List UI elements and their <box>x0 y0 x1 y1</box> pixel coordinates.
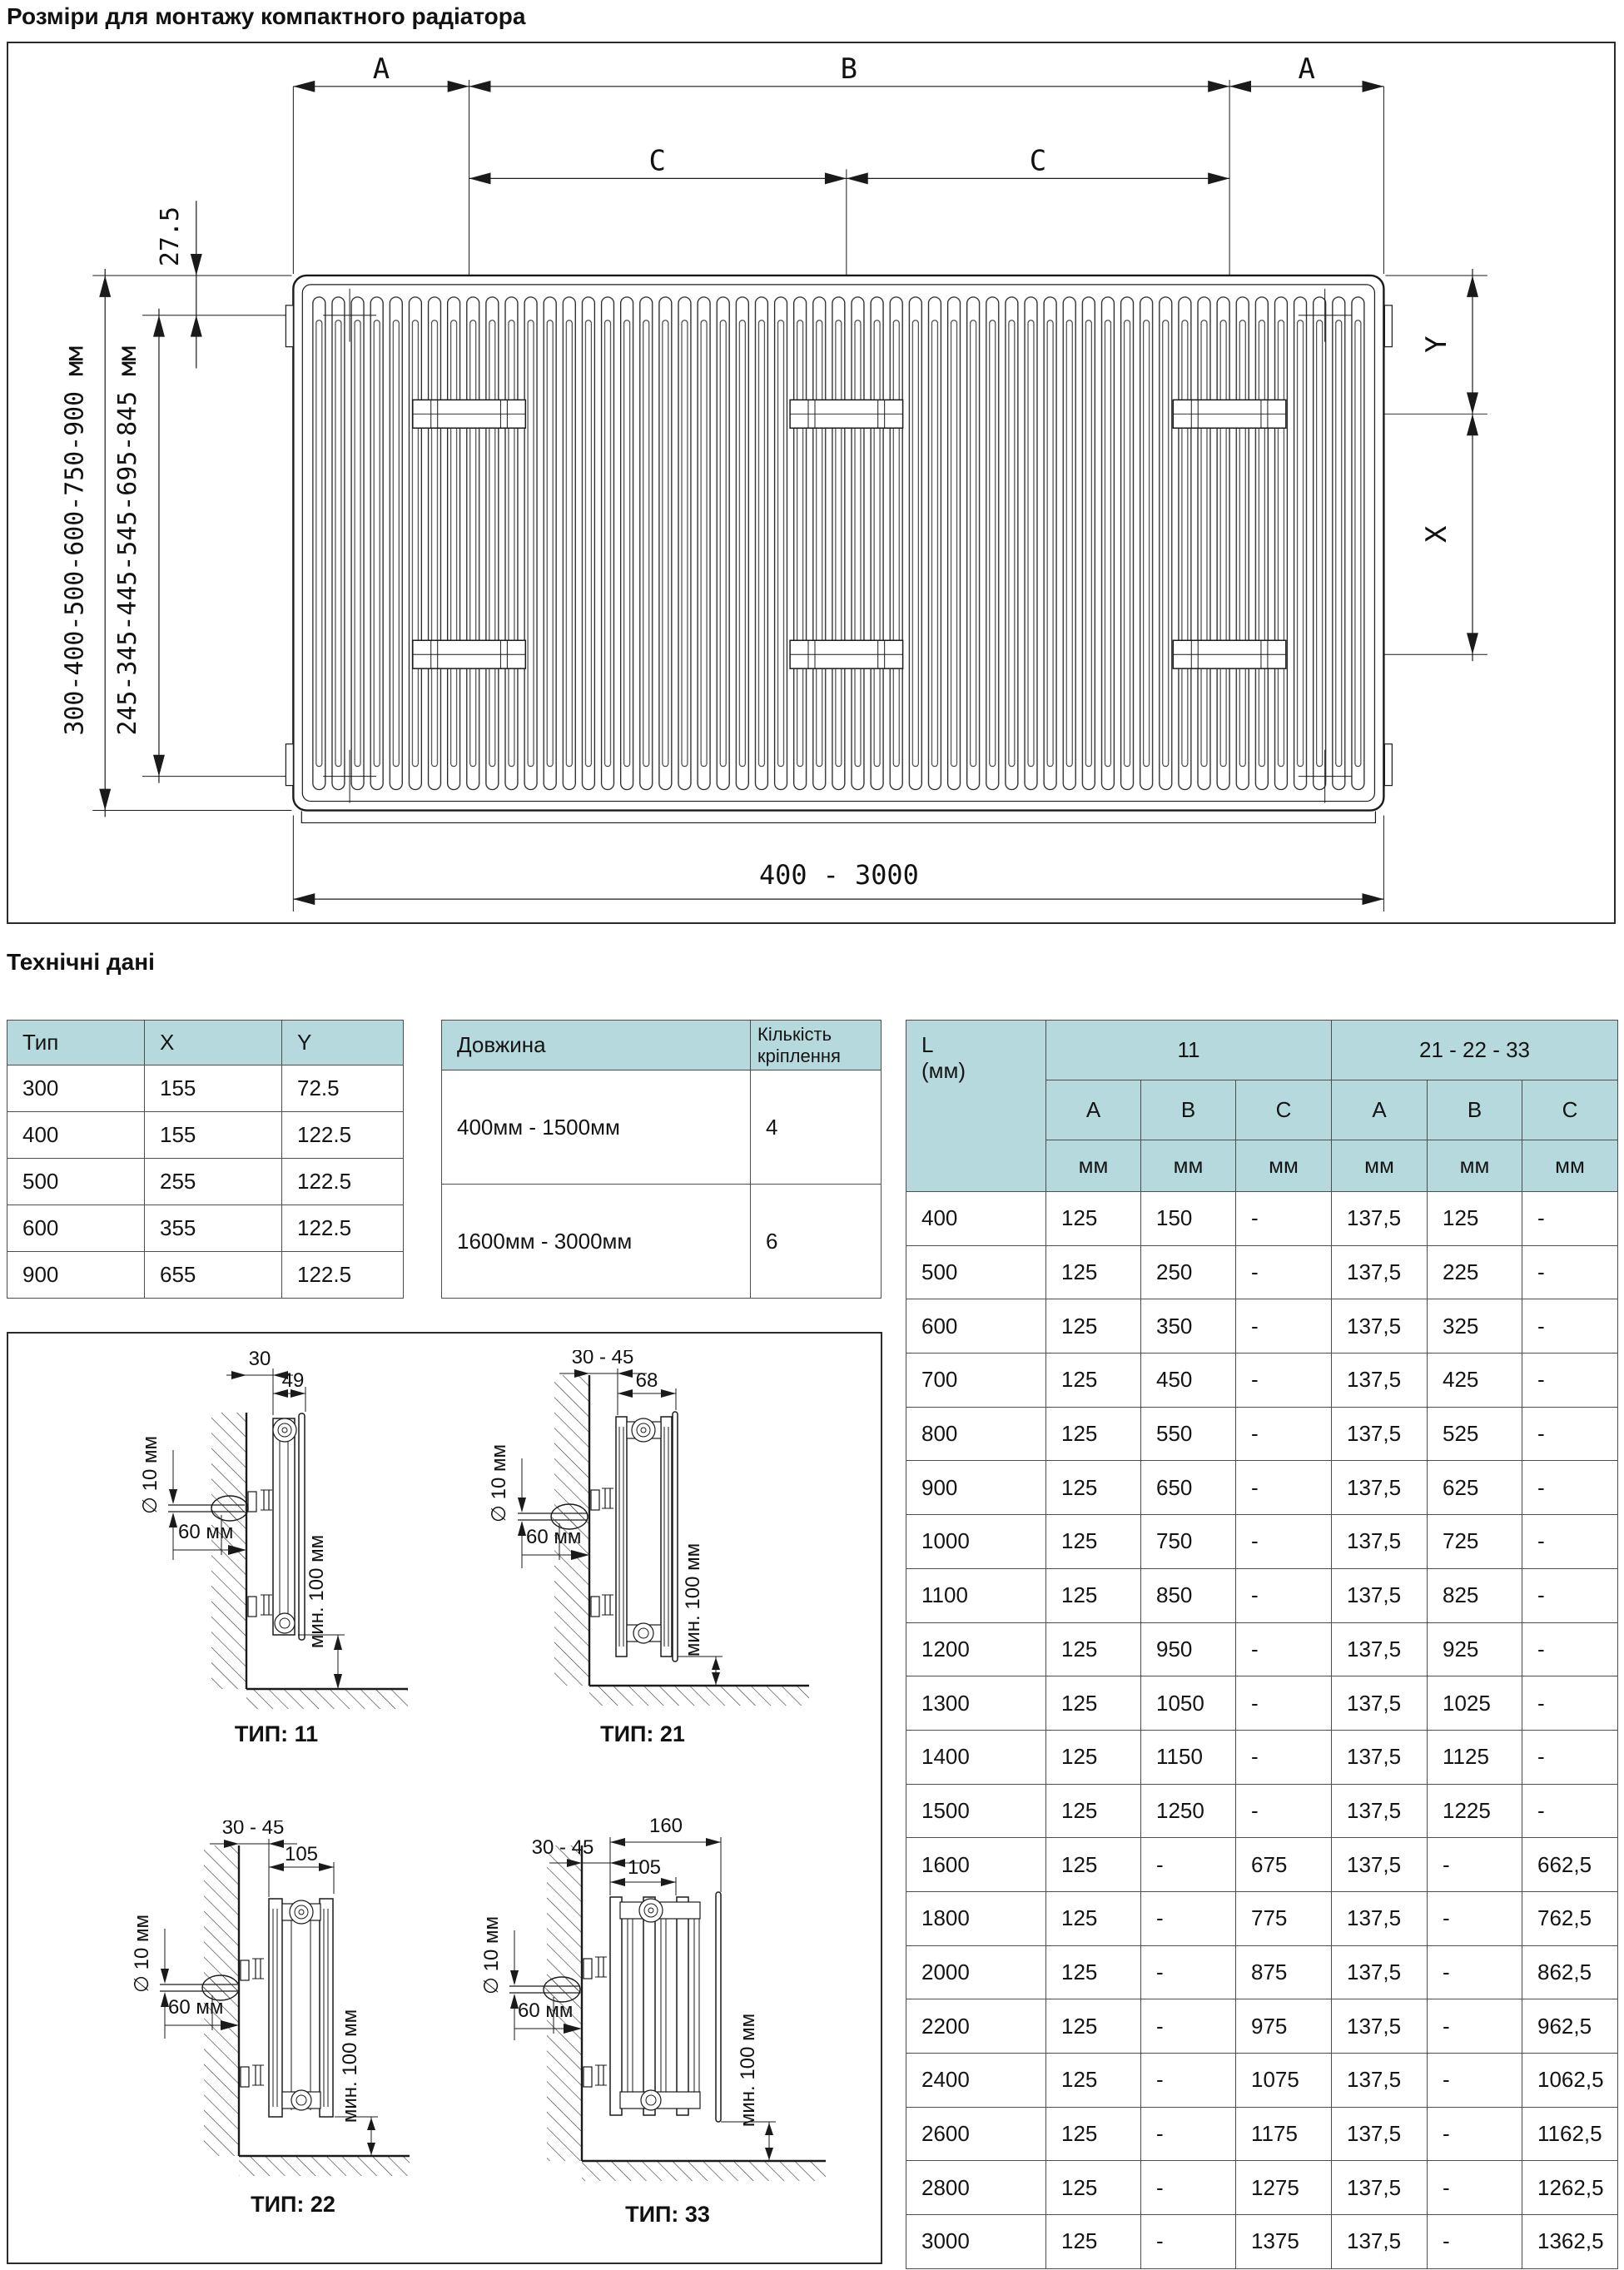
dim-hole-diameter: ∅ 10 мм <box>488 1444 510 1522</box>
table-row <box>906 1730 1618 1784</box>
table-cell: 155 <box>145 1065 282 1112</box>
dim-label-offset: 27.5 <box>155 206 185 267</box>
table-cell: - <box>1522 1354 1618 1408</box>
table-cell: 137,5 <box>1332 2215 1428 2269</box>
dim-label-height-range: 300-400-500-600-750-900 мм <box>60 345 90 736</box>
table-cell: - <box>1428 2054 1522 2108</box>
table-row <box>906 2161 1618 2215</box>
diagram-type-21 <box>476 1350 859 1775</box>
table-cell: 125 <box>1046 1192 1141 1246</box>
table-cell: - <box>1522 1784 1618 1838</box>
table-cell: 2600 <box>906 2107 1046 2161</box>
table-cell: 72.5 <box>282 1065 404 1112</box>
table-cell: 137,5 <box>1332 1676 1428 1731</box>
table-cell: 1075 <box>1236 2054 1332 2108</box>
table-cell: 137,5 <box>1332 2107 1428 2161</box>
table-cell: 137,5 <box>1332 2054 1428 2108</box>
table-cell: - <box>1522 1407 1618 1461</box>
table-cell: 600 <box>906 1299 1046 1354</box>
wall-bracket <box>591 1488 613 1617</box>
table-cell: 700 <box>906 1354 1046 1408</box>
table-cell: 6 <box>751 1185 882 1299</box>
dim-label-y: Y <box>1420 335 1453 353</box>
table-cell: 900 <box>906 1461 1046 1515</box>
table-cell: - <box>1236 1407 1332 1461</box>
table-cell: 155 <box>145 1112 282 1159</box>
dim-floor-clearance: мин. 100 мм <box>737 2013 759 2128</box>
table-cell: 875 <box>1236 1945 1332 1999</box>
table-cell: - <box>1236 1622 1332 1676</box>
col-header-y: Y <box>282 1021 404 1065</box>
table-cell: 1600мм - 3000мм <box>442 1185 751 1299</box>
floor-hatch <box>246 1689 408 1709</box>
table-cell: 125 <box>1046 2161 1141 2215</box>
table-row <box>7 1112 404 1159</box>
dim-depth-radiator: 68 <box>635 1369 658 1392</box>
table-header-row <box>906 1021 1618 1080</box>
dim-label-a-left: A <box>372 52 390 85</box>
table-cell: 400мм - 1500мм <box>442 1070 751 1185</box>
table-cell: 150 <box>1141 1192 1236 1246</box>
diagram-label: ТИП: 33 <box>625 2202 710 2227</box>
table-cell: 255 <box>145 1159 282 1205</box>
dim-anchor-depth: 60 мм <box>168 1996 224 2019</box>
col-header-b2: B <box>1428 1080 1522 1140</box>
table-cell: 2800 <box>906 2161 1046 2215</box>
table-cell: 125 <box>1046 2054 1141 2108</box>
floor-hatch <box>239 2156 410 2176</box>
dim-depth-total: 160 <box>648 1815 683 1837</box>
dim-label-c-left: C <box>648 144 666 177</box>
col-group-type-21-22-33: 21 - 22 - 33 <box>1332 1021 1618 1080</box>
table-cell: 137,5 <box>1332 1407 1428 1461</box>
dim-label-bracket-range: 245-345-445-545-695-845 мм <box>113 345 143 736</box>
col-header-length: Довжина <box>442 1021 751 1070</box>
floor-hatch <box>582 2161 826 2181</box>
table-cell: - <box>1141 2054 1236 2108</box>
dim-label-c-right: C <box>1029 144 1047 177</box>
table-cell: 1225 <box>1428 1784 1522 1838</box>
wall-screw <box>509 1977 580 2002</box>
col-header-a1: A <box>1046 1080 1141 1140</box>
table-cell: 1125 <box>1428 1730 1522 1784</box>
table-cell: 350 <box>1141 1299 1236 1354</box>
table-row <box>906 1622 1618 1676</box>
table-row <box>7 1065 404 1112</box>
table-cell: - <box>1141 1891 1236 1945</box>
table-row <box>906 1515 1618 1569</box>
diagram-type-11 <box>52 1350 435 1775</box>
table-cell: 137,5 <box>1332 1568 1428 1622</box>
table-cell: 1162,5 <box>1522 2107 1618 2161</box>
table-cell: 1800 <box>906 1891 1046 1945</box>
table-cell: 137,5 <box>1332 1461 1428 1515</box>
table-row <box>906 1891 1618 1945</box>
table-cell: - <box>1236 1730 1332 1784</box>
table-cell: 800 <box>906 1407 1046 1461</box>
table-cell: 962,5 <box>1522 1999 1618 2054</box>
table-cell: 125 <box>1046 1838 1141 1892</box>
diagram-label: ТИП: 21 <box>600 1721 685 1746</box>
table-row <box>7 1159 404 1205</box>
unit-cell: мм <box>1141 1140 1236 1192</box>
table-cell: 1400 <box>906 1730 1046 1784</box>
table-row <box>906 1676 1618 1731</box>
dim-hole-diameter: ∅ 10 мм <box>480 1916 503 1994</box>
dim-label-a-right: A <box>1298 52 1315 85</box>
table-cell: - <box>1522 1622 1618 1676</box>
dim-anchor-depth: 60 мм <box>518 1999 574 2022</box>
table-cell: - <box>1236 1784 1332 1838</box>
table-cell: 125 <box>1046 1568 1141 1622</box>
table-cell: 1500 <box>906 1784 1046 1838</box>
dim-hole-diameter: ∅ 10 мм <box>139 1436 161 1514</box>
unit-cell: мм <box>1236 1140 1332 1192</box>
table-cell: 775 <box>1236 1891 1332 1945</box>
table-cell: 225 <box>1428 1245 1522 1299</box>
main-drawing-svg <box>8 43 1614 922</box>
table-cell: 125 <box>1046 1999 1141 2054</box>
table-cell: 950 <box>1141 1622 1236 1676</box>
col-header-l-symbol: L <box>921 1032 934 1057</box>
col-header-l <box>906 1021 1046 1192</box>
table-cell: - <box>1522 1730 1618 1784</box>
table-row <box>906 1999 1618 2054</box>
table-cell: 500 <box>7 1159 145 1205</box>
table-row <box>7 1252 404 1299</box>
col-header-b1: B <box>1141 1080 1236 1140</box>
col-header-c1: C <box>1236 1080 1332 1140</box>
radiator-fins <box>310 292 1368 795</box>
table-cell: - <box>1141 1945 1236 1999</box>
radiator-drawing-frame <box>7 42 1616 924</box>
table-cell: - <box>1522 1568 1618 1622</box>
table-cell: 125 <box>1046 1945 1141 1999</box>
table-cell: - <box>1236 1515 1332 1569</box>
dim-anchor-depth: 60 мм <box>526 1526 582 1548</box>
table-cell: 125 <box>1428 1192 1522 1246</box>
table-cell: 850 <box>1141 1568 1236 1622</box>
table-cell: 137,5 <box>1332 1192 1428 1246</box>
section-title-tech-data: Технічні дані <box>7 949 155 975</box>
table-cell: 137,5 <box>1332 1299 1428 1354</box>
table-cell: - <box>1522 1515 1618 1569</box>
table-cell: 2400 <box>906 2054 1046 2108</box>
col-group-type-11: 11 <box>1046 1021 1332 1080</box>
table-cell: - <box>1236 1461 1332 1515</box>
table-cell: 1375 <box>1236 2215 1332 2269</box>
table-cell: 1150 <box>1141 1730 1236 1784</box>
table-cell: 500 <box>906 1245 1046 1299</box>
table-cell: 675 <box>1236 1838 1332 1892</box>
table-cell: 1100 <box>906 1568 1046 1622</box>
table-cell: 137,5 <box>1332 1354 1428 1408</box>
table-cell: 125 <box>1046 1407 1141 1461</box>
table-cell: - <box>1428 1838 1522 1892</box>
radiator-side-view <box>610 1892 721 2122</box>
table-cell: - <box>1141 1838 1236 1892</box>
dim-depth-partial: 105 <box>627 1856 662 1879</box>
table-cell: 355 <box>145 1205 282 1252</box>
table-cell: 137,5 <box>1332 1945 1428 1999</box>
table-cell: 425 <box>1428 1354 1522 1408</box>
dim-anchor-depth: 60 мм <box>178 1521 234 1543</box>
wall-bracket <box>241 1959 264 2087</box>
table-cell: 125 <box>1046 1299 1141 1354</box>
table-cell: 125 <box>1046 1784 1141 1838</box>
table-row <box>906 2054 1618 2108</box>
table-cell: 725 <box>1428 1515 1522 1569</box>
dim-depth-radiator: 105 <box>284 1843 319 1865</box>
table-cell: 137,5 <box>1332 1891 1428 1945</box>
table-cell: - <box>1522 1299 1618 1354</box>
table-row <box>442 1070 882 1185</box>
table-cell: - <box>1141 2215 1236 2269</box>
table-cell: 122.5 <box>282 1252 404 1299</box>
dim-wall-gap: 30 - 45 <box>221 1820 285 1839</box>
dim-floor-clearance: мин. 100 мм <box>305 1534 328 1649</box>
table-row <box>906 1784 1618 1838</box>
col-header-l-unit: (мм) <box>921 1058 966 1083</box>
table-cell: - <box>1522 1245 1618 1299</box>
table-cell: 1275 <box>1236 2161 1332 2215</box>
col-header-a2: A <box>1332 1080 1428 1140</box>
table-cell: 137,5 <box>1332 1245 1428 1299</box>
table-header-row <box>442 1021 882 1070</box>
table-cell: 137,5 <box>1332 1838 1428 1892</box>
col-header-type: Тип <box>7 1021 145 1065</box>
table-cell: - <box>1236 1192 1332 1246</box>
table-cell: 1362,5 <box>1522 2215 1618 2269</box>
diagram-type-22 <box>52 1820 435 2245</box>
table-cell: 125 <box>1046 2215 1141 2269</box>
table-cell: 125 <box>1046 1891 1141 1945</box>
table-cell: 1262,5 <box>1522 2161 1618 2215</box>
table-cell: 122.5 <box>282 1159 404 1205</box>
table-cell: 400 <box>906 1192 1046 1246</box>
table-cell: 550 <box>1141 1407 1236 1461</box>
table-cell: 4 <box>751 1070 882 1185</box>
table-cell: - <box>1141 1999 1236 2054</box>
table-abc-dimensions <box>906 1020 1618 2269</box>
table-cell: 125 <box>1046 1676 1141 1731</box>
table-cell: - <box>1141 2107 1236 2161</box>
table-cell: 975 <box>1236 1999 1332 2054</box>
col-header-c2: C <box>1522 1080 1618 1140</box>
table-cell: - <box>1236 1299 1332 1354</box>
table-cell: 125 <box>1046 1515 1141 1569</box>
table-cell: - <box>1522 1676 1618 1731</box>
table-cell: 125 <box>1046 1622 1141 1676</box>
table-cell: 1250 <box>1141 1784 1236 1838</box>
table-cell: - <box>1428 2215 1522 2269</box>
table-cell: 2200 <box>906 1999 1046 2054</box>
table-cell: 762,5 <box>1522 1891 1618 1945</box>
table-row <box>906 1192 1618 1246</box>
table-cell: - <box>1428 1891 1522 1945</box>
dim-wall-gap: 30 - 45 <box>531 1836 594 1859</box>
table-cell: 1175 <box>1236 2107 1332 2161</box>
table-cell: 3000 <box>906 2215 1046 2269</box>
table-cell: 125 <box>1046 1461 1141 1515</box>
table-cell: 137,5 <box>1332 2161 1428 2215</box>
page-title: Розміри для монтажу компактного радіатора <box>7 3 526 29</box>
table-type-xy <box>7 1020 404 1299</box>
table-row <box>906 1245 1618 1299</box>
table-cell: 1600 <box>906 1838 1046 1892</box>
table-cell: 125 <box>1046 2107 1141 2161</box>
unit-cell: мм <box>1046 1140 1141 1192</box>
table-row <box>906 2107 1618 2161</box>
dim-hole-diameter: ∅ 10 мм <box>131 1915 153 1993</box>
radiator-side-view <box>273 1413 305 1640</box>
table-cell: 122.5 <box>282 1205 404 1252</box>
table-cell: - <box>1236 1245 1332 1299</box>
table-cell: 1300 <box>906 1676 1046 1731</box>
dim-depth-radiator: 49 <box>281 1369 305 1392</box>
table-cell: - <box>1236 1676 1332 1731</box>
table-cell: - <box>1428 2161 1522 2215</box>
table-cell: 1050 <box>1141 1676 1236 1731</box>
wall-bracket <box>248 1490 272 1617</box>
table-cell: 525 <box>1428 1407 1522 1461</box>
dim-label-length-range: 400 - 3000 <box>758 859 919 892</box>
table-row <box>906 1838 1618 1892</box>
dim-label-x: X <box>1420 525 1453 543</box>
col-header-fastener-count: Кількість кріплення <box>751 1021 882 1070</box>
table-cell: - <box>1428 1999 1522 2054</box>
table-cell: 1000 <box>906 1515 1046 1569</box>
col-header-x: X <box>145 1021 282 1065</box>
unit-cell: мм <box>1428 1140 1522 1192</box>
table-cell: 137,5 <box>1332 1515 1428 1569</box>
table-cell: 125 <box>1046 1730 1141 1784</box>
table-cell: 400 <box>7 1112 145 1159</box>
table-cell: 862,5 <box>1522 1945 1618 1999</box>
table-cell: 925 <box>1428 1622 1522 1676</box>
wall-bracket <box>584 1957 607 2087</box>
table-row <box>906 1461 1618 1515</box>
unit-cell: мм <box>1332 1140 1428 1192</box>
table-cell: 137,5 <box>1332 1730 1428 1784</box>
table-row <box>906 1299 1618 1354</box>
table-row <box>906 1945 1618 1999</box>
floor-hatch <box>589 1686 809 1706</box>
table-cell: 900 <box>7 1252 145 1299</box>
table-cell: 122.5 <box>282 1112 404 1159</box>
table-cell: - <box>1428 2107 1522 2161</box>
table-row <box>906 1407 1618 1461</box>
table-cell: 125 <box>1046 1245 1141 1299</box>
table-fasteners <box>441 1020 882 1299</box>
diagram-label: ТИП: 22 <box>251 2192 335 2217</box>
table-cell: 137,5 <box>1332 1622 1428 1676</box>
dim-floor-clearance: мин. 100 мм <box>682 1542 704 1657</box>
table-cell: 137,5 <box>1332 1784 1428 1838</box>
diagram-label: ТИП: 11 <box>234 1721 319 1746</box>
table-cell: 1200 <box>906 1622 1046 1676</box>
table-row <box>906 1568 1618 1622</box>
table-cell: 650 <box>1141 1461 1236 1515</box>
table-cell: - <box>1236 1568 1332 1622</box>
table-cell: - <box>1522 1192 1618 1246</box>
wall-screw <box>168 1496 248 1521</box>
table-cell: 2000 <box>906 1945 1046 1999</box>
dim-wall-gap: 30 - 45 <box>571 1350 634 1368</box>
table-cell: 825 <box>1428 1568 1522 1622</box>
table-cell: 1062,5 <box>1522 2054 1618 2108</box>
table-cell: 450 <box>1141 1354 1236 1408</box>
table-row <box>906 2215 1618 2269</box>
table-row <box>906 1354 1618 1408</box>
table-cell: 662,5 <box>1522 1838 1618 1892</box>
radiator-side-view <box>616 1412 678 1662</box>
table-cell: 137,5 <box>1332 1999 1428 2054</box>
table-cell: 250 <box>1141 1245 1236 1299</box>
radiator-front-view <box>286 276 1392 823</box>
radiator-side-view <box>269 1899 333 2117</box>
mounting-diagrams-frame <box>7 1332 882 2264</box>
table-cell: 1025 <box>1428 1676 1522 1731</box>
table-cell: 625 <box>1428 1461 1522 1515</box>
dim-label-b: B <box>840 52 858 85</box>
dim-floor-clearance: мин. 100 мм <box>339 2009 361 2123</box>
unit-cell: мм <box>1522 1140 1618 1192</box>
table-row <box>442 1185 882 1299</box>
table-cell: 600 <box>7 1205 145 1252</box>
table-cell: 300 <box>7 1065 145 1112</box>
table-cell: 125 <box>1046 1354 1141 1408</box>
dim-wall-gap: 30 <box>248 1350 271 1370</box>
table-cell: 655 <box>145 1252 282 1299</box>
table-cell: - <box>1141 2161 1236 2215</box>
table-cell: - <box>1522 1461 1618 1515</box>
table-cell: 325 <box>1428 1299 1522 1354</box>
diagram-type-33 <box>476 1812 859 2245</box>
table-header-row <box>7 1021 404 1065</box>
table-cell: 750 <box>1141 1515 1236 1569</box>
table-cell: - <box>1428 1945 1522 1999</box>
table-cell: - <box>1236 1354 1332 1408</box>
table-row <box>7 1205 404 1252</box>
